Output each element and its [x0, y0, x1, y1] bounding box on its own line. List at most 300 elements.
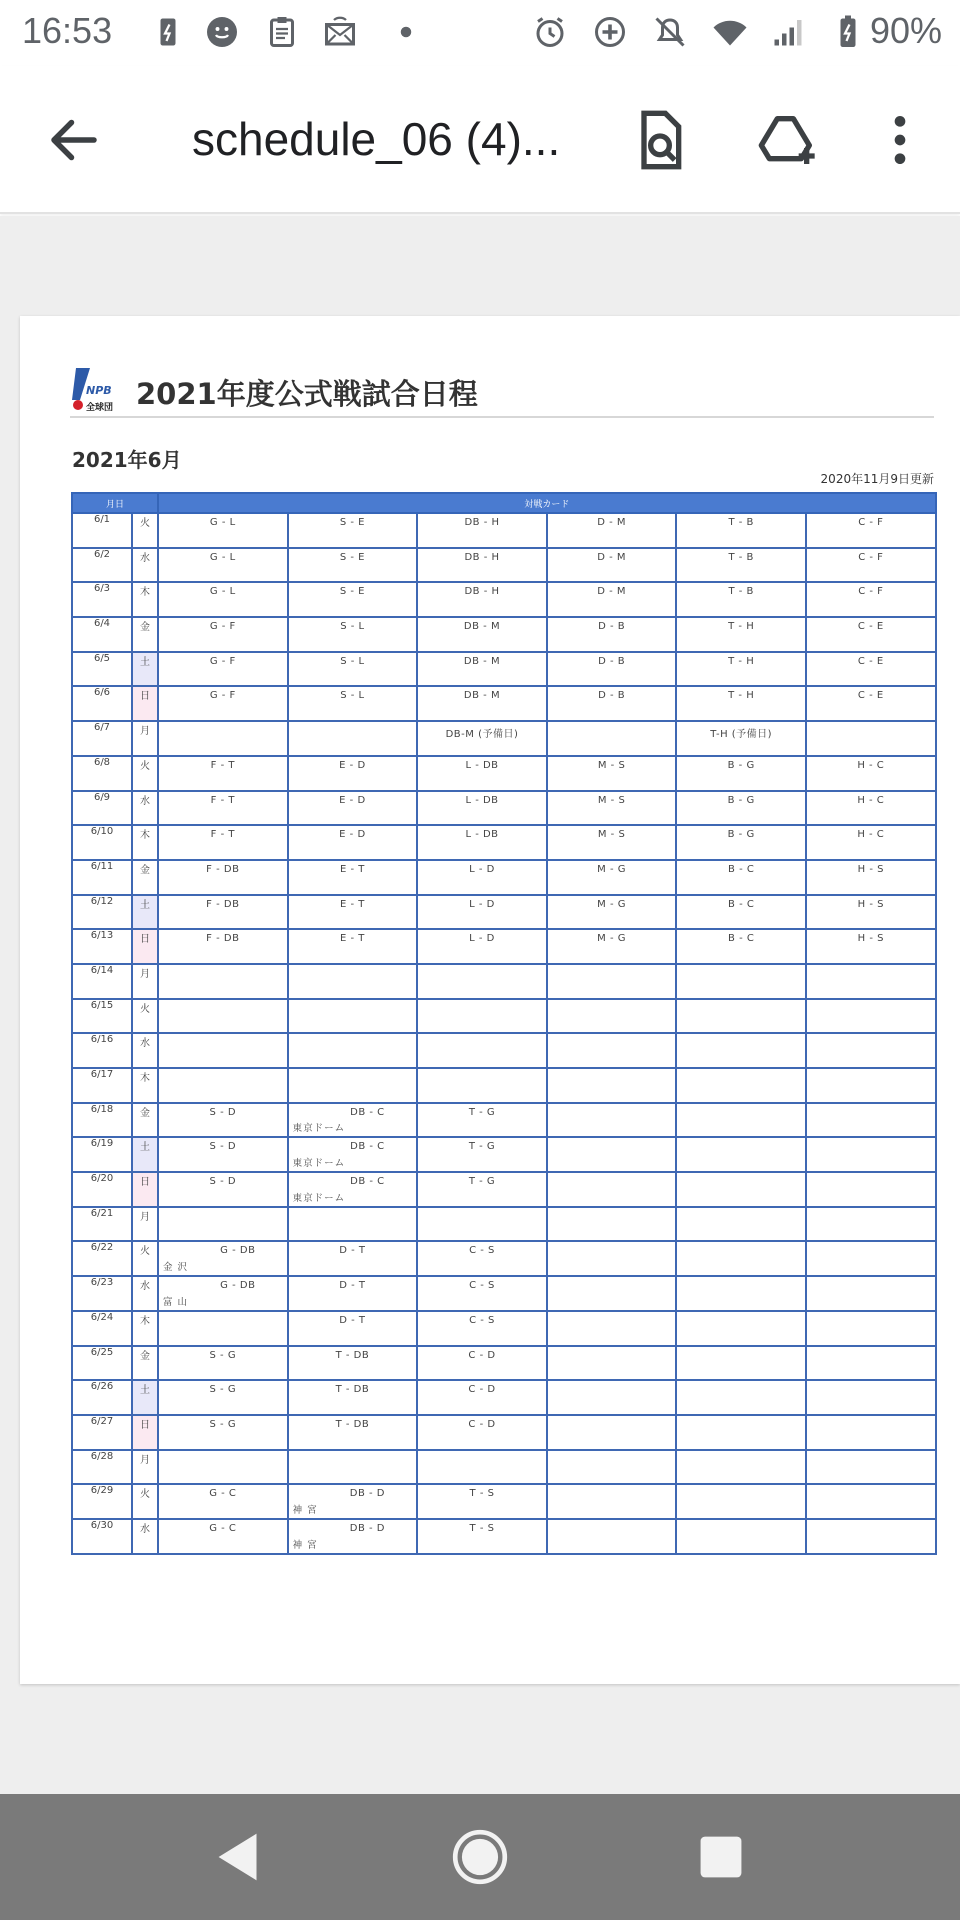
matchup-cell — [547, 825, 677, 860]
matchup-cell — [288, 1103, 418, 1138]
table-row — [72, 1484, 936, 1519]
alarm-icon — [532, 14, 568, 50]
matchup-text: G - C — [209, 1488, 237, 1500]
weekday-cell: 水 — [132, 1276, 158, 1311]
matchup-cell — [547, 756, 677, 791]
table-row — [72, 756, 936, 791]
weekday-cell: 火 — [132, 1484, 158, 1519]
matchup-text: L - DB — [465, 759, 499, 771]
svg-text:NPB: NPB — [86, 384, 112, 397]
date-cell: 6/4 — [72, 617, 132, 652]
date-cell: 6/29 — [72, 1484, 132, 1519]
matchup-text: G - DB — [220, 1280, 256, 1292]
nav-back-icon[interactable] — [204, 1822, 274, 1892]
matchup-cell — [806, 1311, 936, 1346]
matchup-text: S - E — [339, 551, 365, 563]
matchup-cell — [676, 582, 806, 617]
matchup-text: C - S — [469, 1280, 495, 1292]
matchup-cell — [547, 1137, 677, 1172]
date-cell: 6/27 — [72, 1415, 132, 1450]
matchup-cell — [417, 652, 547, 687]
matchup-cell — [417, 1276, 547, 1311]
status-time: 16:53 — [22, 10, 113, 51]
table-row — [72, 1172, 936, 1207]
matchup-text: E - D — [339, 759, 366, 771]
matchup-text: H - S — [857, 863, 884, 875]
matchup-cell — [158, 1103, 288, 1138]
matchup-cell — [806, 1346, 936, 1381]
matchup-cell — [288, 1484, 418, 1519]
matchup-cell — [676, 548, 806, 583]
matchup-cell — [288, 964, 418, 999]
matchup-text: D - M — [597, 586, 626, 598]
matchup-cell — [417, 860, 547, 895]
date-cell: 6/16 — [72, 1033, 132, 1068]
weekday-cell: 月 — [132, 1207, 158, 1242]
battery-percent: 90% — [869, 10, 942, 51]
matchup-cell — [288, 1276, 418, 1311]
matchup-text: G - F — [209, 690, 236, 702]
matchup-text: G - C — [209, 1522, 237, 1534]
matchup-cell — [547, 1450, 677, 1485]
matchup-text: B - G — [727, 829, 755, 841]
matchup-text: S - D — [209, 1176, 237, 1188]
matchup-cell — [547, 1241, 677, 1276]
matchup-text: S - G — [209, 1384, 237, 1396]
matchup-cell — [158, 652, 288, 687]
weekday-cell: 木 — [132, 1068, 158, 1103]
date-cell: 6/1 — [72, 513, 132, 548]
mute-icon — [652, 14, 688, 50]
matchup-text: DB - D — [349, 1522, 386, 1534]
table-row — [72, 791, 936, 826]
matchup-cell — [417, 756, 547, 791]
matchup-cell — [806, 1241, 936, 1276]
matchup-text: C - E — [857, 655, 884, 667]
matchup-text: D - B — [598, 655, 626, 667]
weekday-cell: 木 — [132, 582, 158, 617]
matchup-text: S - E — [339, 517, 365, 528]
matchup-cell — [288, 1207, 418, 1242]
matchup-text: T - B — [728, 551, 754, 563]
find-in-document-icon[interactable] — [628, 108, 692, 172]
matchup-cell — [288, 791, 418, 826]
matchup-text: D - B — [598, 621, 626, 633]
matchup-cell — [806, 825, 936, 860]
matchup-cell — [417, 964, 547, 999]
matchup-cell — [806, 860, 936, 895]
matchup-cell — [547, 686, 677, 721]
smiley-icon — [204, 14, 240, 50]
venue-text: 東京ドーム — [292, 1123, 346, 1135]
matchup-cell — [676, 1033, 806, 1068]
matchup-text: S - G — [209, 1349, 237, 1361]
table-row — [72, 964, 936, 999]
matchup-cell — [158, 686, 288, 721]
matchup-cell — [676, 791, 806, 826]
matchup-cell — [676, 964, 806, 999]
weekday-cell: 月 — [132, 1450, 158, 1485]
matchup-text: D - T — [339, 1314, 366, 1326]
matchup-text: D - T — [339, 1280, 366, 1292]
matchup-text: DB - H — [464, 586, 500, 598]
matchup-cell — [806, 756, 936, 791]
matchup-cell — [806, 617, 936, 652]
matchup-text: E - T — [339, 898, 365, 910]
date-cell: 6/24 — [72, 1311, 132, 1346]
table-row — [72, 1033, 936, 1068]
weekday-cell: 金 — [132, 617, 158, 652]
table-row — [72, 686, 936, 721]
matchup-text: DB - H — [464, 517, 500, 528]
matchup-cell — [158, 1380, 288, 1415]
table-row — [72, 1276, 936, 1311]
venue-text: 東京ドーム — [292, 1158, 346, 1170]
matchup-cell — [676, 617, 806, 652]
matchup-cell — [806, 1068, 936, 1103]
matchup-cell — [547, 895, 677, 930]
matchup-cell — [288, 582, 418, 617]
month-heading: 2021年6月 — [72, 448, 182, 472]
weekday-cell: 日 — [132, 1415, 158, 1450]
matchup-cell — [288, 1346, 418, 1381]
matchup-cell — [547, 513, 677, 548]
matchup-text: F - DB — [206, 933, 240, 945]
matchup-cell — [806, 513, 936, 548]
venue-text: 東京ドーム — [292, 1192, 346, 1204]
matchup-cell — [547, 999, 677, 1034]
svg-text:全球団: 全球団 — [86, 403, 114, 412]
table-row — [72, 721, 936, 756]
matchup-cell — [417, 1068, 547, 1103]
weekday-cell: 水 — [132, 548, 158, 583]
matchup-text: D - M — [597, 551, 626, 563]
matchup-cell — [417, 1207, 547, 1242]
matchup-cell — [158, 548, 288, 583]
matchup-cell — [288, 825, 418, 860]
table-row — [72, 1207, 936, 1242]
matchup-cell — [288, 1137, 418, 1172]
weekday-cell: 木 — [132, 1311, 158, 1346]
date-cell: 6/20 — [72, 1172, 132, 1207]
matchup-cell — [676, 1103, 806, 1138]
matchup-cell — [158, 1346, 288, 1381]
weekday-cell: 火 — [132, 999, 158, 1034]
date-cell: 6/3 — [72, 582, 132, 617]
matchup-text: H - C — [857, 759, 885, 771]
date-cell: 6/2 — [72, 548, 132, 583]
matchup-text: C - D — [468, 1418, 496, 1430]
matchup-cell — [676, 756, 806, 791]
table-row — [72, 1519, 936, 1554]
weekday-cell: 木 — [132, 825, 158, 860]
matchup-cell — [417, 825, 547, 860]
matchup-text: T - G — [468, 1176, 496, 1188]
matchup-text: G - DB — [220, 1245, 256, 1257]
matchup-cell — [676, 1415, 806, 1450]
table-row — [72, 548, 936, 583]
matchup-text: B - G — [727, 759, 755, 771]
back-arrow-icon[interactable] — [44, 110, 104, 170]
matchup-text: G - L — [209, 517, 236, 528]
matchup-text: B - C — [728, 898, 755, 910]
table-row — [72, 1450, 936, 1485]
matchup-text: E - D — [339, 829, 366, 841]
weekday-cell: 土 — [132, 895, 158, 930]
table-row — [72, 825, 936, 860]
matchup-cell — [158, 999, 288, 1034]
table-row — [72, 617, 936, 652]
matchup-cell — [288, 1068, 418, 1103]
matchup-cell — [547, 1172, 677, 1207]
matchup-text: G - F — [209, 621, 236, 633]
matchup-cell — [547, 1033, 677, 1068]
matchup-cell — [288, 756, 418, 791]
matchup-text: F - T — [210, 794, 235, 806]
matchup-cell — [676, 1068, 806, 1103]
matchup-cell — [158, 791, 288, 826]
nav-recents-icon[interactable] — [686, 1822, 756, 1892]
matchup-cell — [806, 686, 936, 721]
matchup-text: T-H (予備日) — [710, 729, 773, 741]
matchup-cell — [288, 1172, 418, 1207]
date-cell: 6/12 — [72, 895, 132, 930]
document-title: schedule_06 (4)... — [192, 113, 561, 165]
matchup-cell — [806, 1276, 936, 1311]
matchup-cell — [547, 652, 677, 687]
table-row — [72, 929, 936, 964]
date-cell: 6/26 — [72, 1380, 132, 1415]
matchup-cell — [547, 1311, 677, 1346]
date-cell: 6/22 — [72, 1241, 132, 1276]
matchup-cell — [417, 1346, 547, 1381]
table-row — [72, 1415, 936, 1450]
matchup-cell — [806, 721, 936, 756]
matchup-text: M - S — [597, 794, 626, 806]
signal-icon — [770, 14, 806, 50]
matchup-cell — [806, 1033, 936, 1068]
matchup-text: H - S — [857, 933, 884, 945]
matchup-text: L - D — [469, 933, 495, 945]
matchup-cell — [806, 1415, 936, 1450]
matchup-cell — [417, 1311, 547, 1346]
matchup-cell — [417, 721, 547, 756]
matchup-text: S - D — [209, 1141, 237, 1153]
matchup-cell — [806, 1450, 936, 1485]
updated-date: 2020年11月9日更新 — [820, 472, 934, 486]
matchup-cell — [158, 825, 288, 860]
matchup-cell — [806, 1103, 936, 1138]
matchup-text: C - D — [468, 1384, 496, 1396]
matchup-cell — [676, 1276, 806, 1311]
matchup-text: M - G — [597, 863, 627, 875]
date-cell: 6/18 — [72, 1103, 132, 1138]
matchup-text: C - S — [469, 1314, 495, 1326]
table-header-row — [72, 493, 936, 513]
battery-saver-icon — [150, 14, 186, 50]
matchup-cell — [676, 929, 806, 964]
matchup-cell — [676, 1241, 806, 1276]
matchup-cell — [158, 1450, 288, 1485]
matchup-cell — [158, 617, 288, 652]
matchup-cell — [417, 513, 547, 548]
matchup-text: T - H — [728, 621, 755, 633]
status-bar — [0, 0, 960, 66]
matchup-cell — [158, 1519, 288, 1554]
nav-home-icon[interactable] — [445, 1822, 515, 1892]
table-row — [72, 895, 936, 930]
matchup-text: B - C — [728, 933, 755, 945]
matchup-text: S - L — [340, 621, 365, 633]
matchup-cell — [158, 1276, 288, 1311]
matchup-cell — [417, 1033, 547, 1068]
matchup-cell — [288, 617, 418, 652]
matchup-cell — [547, 964, 677, 999]
matchup-cell — [288, 1033, 418, 1068]
matchup-text: D - B — [598, 690, 626, 702]
more-vert-icon[interactable] — [868, 108, 932, 172]
table-row — [72, 1346, 936, 1381]
matchup-text: H - S — [857, 898, 884, 910]
date-cell: 6/28 — [72, 1450, 132, 1485]
matchup-cell — [288, 1415, 418, 1450]
npb-logo — [70, 364, 130, 412]
matchup-text: DB-M (予備日) — [445, 729, 519, 741]
matchup-cell — [417, 1137, 547, 1172]
date-cell: 6/11 — [72, 860, 132, 895]
matchup-cell — [158, 1415, 288, 1450]
table-row — [72, 1241, 936, 1276]
matchup-cell — [417, 1415, 547, 1450]
matchup-cell — [288, 999, 418, 1034]
weekday-cell: 月 — [132, 964, 158, 999]
matchup-cell — [158, 513, 288, 548]
matchup-cell — [547, 1103, 677, 1138]
matchup-cell — [676, 1311, 806, 1346]
matchup-text: F - T — [210, 829, 235, 841]
matchup-text: DB - C — [350, 1106, 385, 1118]
weekday-cell: 日 — [132, 1172, 158, 1207]
matchup-text: S - E — [339, 586, 365, 598]
matchup-cell — [417, 1519, 547, 1554]
weekday-cell: 金 — [132, 1103, 158, 1138]
matchup-cell — [288, 721, 418, 756]
matchup-text: T - B — [728, 517, 754, 528]
matchup-cell — [288, 652, 418, 687]
pdf-page — [20, 316, 960, 1684]
matchup-text: S - L — [340, 690, 365, 702]
matchup-text: D - T — [339, 1245, 366, 1257]
matchup-text: T - G — [468, 1141, 496, 1153]
matchup-text: E - T — [339, 863, 365, 875]
matchup-cell — [676, 895, 806, 930]
date-cell: 6/15 — [72, 999, 132, 1034]
weekday-cell: 火 — [132, 1241, 158, 1276]
matchup-cell — [288, 895, 418, 930]
weekday-cell: 土 — [132, 1137, 158, 1172]
matchup-cell — [158, 721, 288, 756]
matchup-text: DB - M — [463, 690, 501, 702]
date-cell: 6/8 — [72, 756, 132, 791]
venue-text: 神 宮 — [292, 1539, 318, 1551]
matchup-cell — [417, 1450, 547, 1485]
add-to-drive-icon[interactable] — [756, 108, 820, 172]
weekday-cell: 火 — [132, 756, 158, 791]
table-row — [72, 1137, 936, 1172]
matchup-cell — [676, 1207, 806, 1242]
matchup-text: M - S — [597, 759, 626, 771]
matchup-text: M - S — [597, 829, 626, 841]
matchup-text: L - D — [469, 898, 495, 910]
matchup-cell — [417, 999, 547, 1034]
matchup-text: C - S — [469, 1245, 495, 1257]
table-row — [72, 652, 936, 687]
matchup-cell — [676, 1484, 806, 1519]
matchup-cell — [547, 1484, 677, 1519]
date-cell: 6/25 — [72, 1346, 132, 1381]
schedule-body — [72, 513, 936, 1554]
table-row — [72, 1068, 936, 1103]
venue-text: 神 宮 — [292, 1504, 318, 1516]
matchup-text: E - T — [339, 933, 365, 945]
table-row — [72, 1380, 936, 1415]
matchup-text: T - S — [469, 1488, 495, 1500]
weekday-cell: 水 — [132, 1033, 158, 1068]
matchup-cell — [417, 617, 547, 652]
weekday-cell: 土 — [132, 1380, 158, 1415]
venue-text: 金 沢 — [163, 1262, 189, 1274]
matchup-cell — [158, 756, 288, 791]
matchup-text: S - D — [209, 1106, 237, 1118]
schedule-title: 2021年度公式戦試合日程 — [136, 377, 478, 411]
matchup-text: C - D — [468, 1349, 496, 1361]
matchup-text: S - G — [209, 1418, 237, 1430]
matchup-cell — [806, 1484, 936, 1519]
date-cell: 6/5 — [72, 652, 132, 687]
matchup-cell — [676, 1519, 806, 1554]
matchup-cell — [417, 548, 547, 583]
matchup-cell — [288, 513, 418, 548]
matchup-text: H - C — [857, 794, 885, 806]
matchup-text: E - D — [339, 794, 366, 806]
date-cell: 6/14 — [72, 964, 132, 999]
matchup-cell — [806, 548, 936, 583]
matchup-cell — [806, 582, 936, 617]
document-viewer[interactable] — [0, 216, 960, 1794]
matchup-cell — [547, 1519, 677, 1554]
matchup-cell — [158, 964, 288, 999]
matchup-text: T - H — [728, 690, 755, 702]
date-cell: 6/19 — [72, 1137, 132, 1172]
matchup-cell — [158, 1207, 288, 1242]
matchup-cell — [806, 999, 936, 1034]
matchup-cell — [676, 825, 806, 860]
matchup-text: T - B — [728, 586, 754, 598]
matchup-cell — [547, 791, 677, 826]
matchup-text: F - T — [210, 759, 235, 771]
date-cell: 6/13 — [72, 929, 132, 964]
matchup-cell — [676, 1450, 806, 1485]
matchup-cell — [806, 929, 936, 964]
date-cell: 6/6 — [72, 686, 132, 721]
matchup-cell — [288, 686, 418, 721]
matchup-cell — [158, 1311, 288, 1346]
matchup-text: C - F — [858, 517, 884, 528]
matchup-cell — [288, 1519, 418, 1554]
schedule-table — [71, 492, 937, 1555]
matchup-text: DB - D — [349, 1488, 386, 1500]
matchup-text: M - G — [597, 898, 627, 910]
